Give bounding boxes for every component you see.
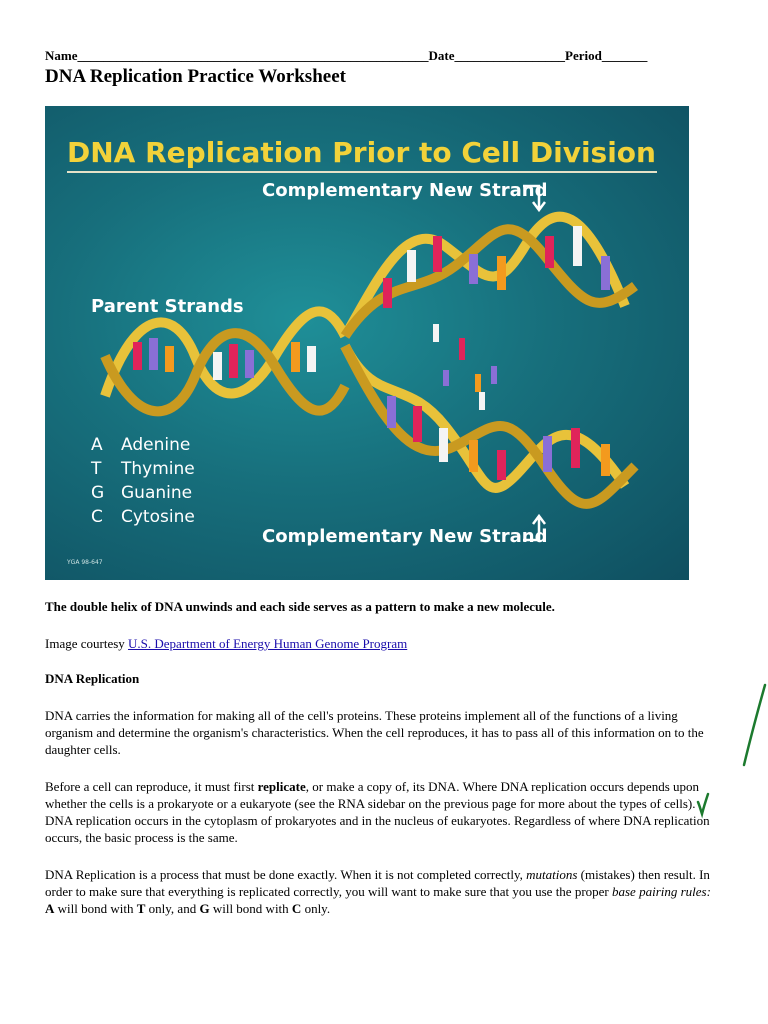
dna-helix-illustration xyxy=(45,106,689,580)
legend-letter-a: A xyxy=(91,435,103,455)
date-blank[interactable]: _________________ xyxy=(454,48,565,63)
p3-bold-c: C xyxy=(291,901,302,916)
legend-name-thymine: Thymine xyxy=(121,459,195,479)
p2-text-a: Before a cell can reproduce, it must first xyxy=(45,779,258,794)
figure-title: DNA Replication Prior to Cell Division xyxy=(67,136,656,169)
dna-replication-figure xyxy=(45,106,689,580)
p3-text-g: only. xyxy=(301,901,331,916)
paragraph-1: DNA carries the information for making all of the cell's proteins. These proteins implement all of the functions of a living organism and determine the organism's characteristics. When the cell reproduces, it has to pass all of this information on to the daughter cells. xyxy=(45,708,704,757)
period-label: Period xyxy=(565,48,602,63)
p3-text-f: will bond with xyxy=(209,901,292,916)
free-nucleotides xyxy=(433,324,497,410)
figure-code: YGA 98-647 xyxy=(67,559,103,566)
student-info-line xyxy=(45,48,720,64)
image-courtesy xyxy=(45,636,407,652)
p2-bold-replicate: replicate xyxy=(257,779,306,794)
paragraph-2 xyxy=(45,778,720,846)
pen-annotation-mark xyxy=(690,680,768,830)
upper-new-helix xyxy=(345,217,635,336)
legend-letter-t: T xyxy=(91,459,102,479)
name-blank[interactable]: ______________________________________________________ xyxy=(77,48,429,63)
p3-text-d: will bond with xyxy=(54,901,137,916)
p3-italic-rules: base pairing rules: xyxy=(612,884,711,899)
legend-letter-c: C xyxy=(91,507,103,527)
section-heading: DNA Replication xyxy=(45,671,140,686)
bottom-strand-label: Complementary New Strand xyxy=(262,526,548,547)
legend-name-adenine: Adenine xyxy=(121,435,191,455)
legend-letter-g: G xyxy=(91,483,105,503)
p3-text-a: DNA Replication is a process that must be done exactly. When it is not completed correctly, xyxy=(45,867,527,882)
legend-name-guanine: Guanine xyxy=(121,483,193,503)
p3-italic-mutations: mutations xyxy=(526,867,578,882)
p3-text-e: only, and xyxy=(145,901,200,916)
p3-bold-g: G xyxy=(199,901,210,916)
parent-helix xyxy=(105,311,345,411)
paragraph-3 xyxy=(45,866,720,917)
legend-name-cytosine: Cytosine xyxy=(121,507,195,527)
date-label: Date xyxy=(428,48,455,63)
name-label: Name xyxy=(45,48,78,63)
figure-caption: The double helix of DNA unwinds and each side serves as a pattern to make a new molecule. xyxy=(45,599,555,614)
p3-bold-t: T xyxy=(136,901,146,916)
top-strand-label: Complementary New Strand xyxy=(262,180,548,201)
doe-hgp-link[interactable]: U.S. Department of Energy Human Genome Program xyxy=(128,636,408,651)
courtesy-prefix: Image courtesy xyxy=(45,636,129,651)
period-blank[interactable]: _______ xyxy=(601,48,648,63)
p3-bold-a: A xyxy=(45,901,55,916)
worksheet-title: DNA Replication Practice Worksheet xyxy=(45,66,346,87)
p3-text-b: (mistakes) then result. In order to make sure that everything is replicated correctly, you will want to make sure that you use the proper xyxy=(45,867,710,899)
p2-text-b: , or make a copy of, its DNA. Where DNA replication occurs depends upon whether the cells is a prokaryote or a eukaryote (see the RNA sidebar on the previous page for more about the types of cells). DNA replication occurs in the cytoplasm of prokaryotes and in the nucleus of eukaryotes. Regardless of where DNA replication occurs, the basic process is the same. xyxy=(45,779,710,845)
parent-strands-label: Parent Strands xyxy=(91,296,244,317)
lower-new-helix xyxy=(345,346,635,504)
base-legend xyxy=(90,435,195,527)
